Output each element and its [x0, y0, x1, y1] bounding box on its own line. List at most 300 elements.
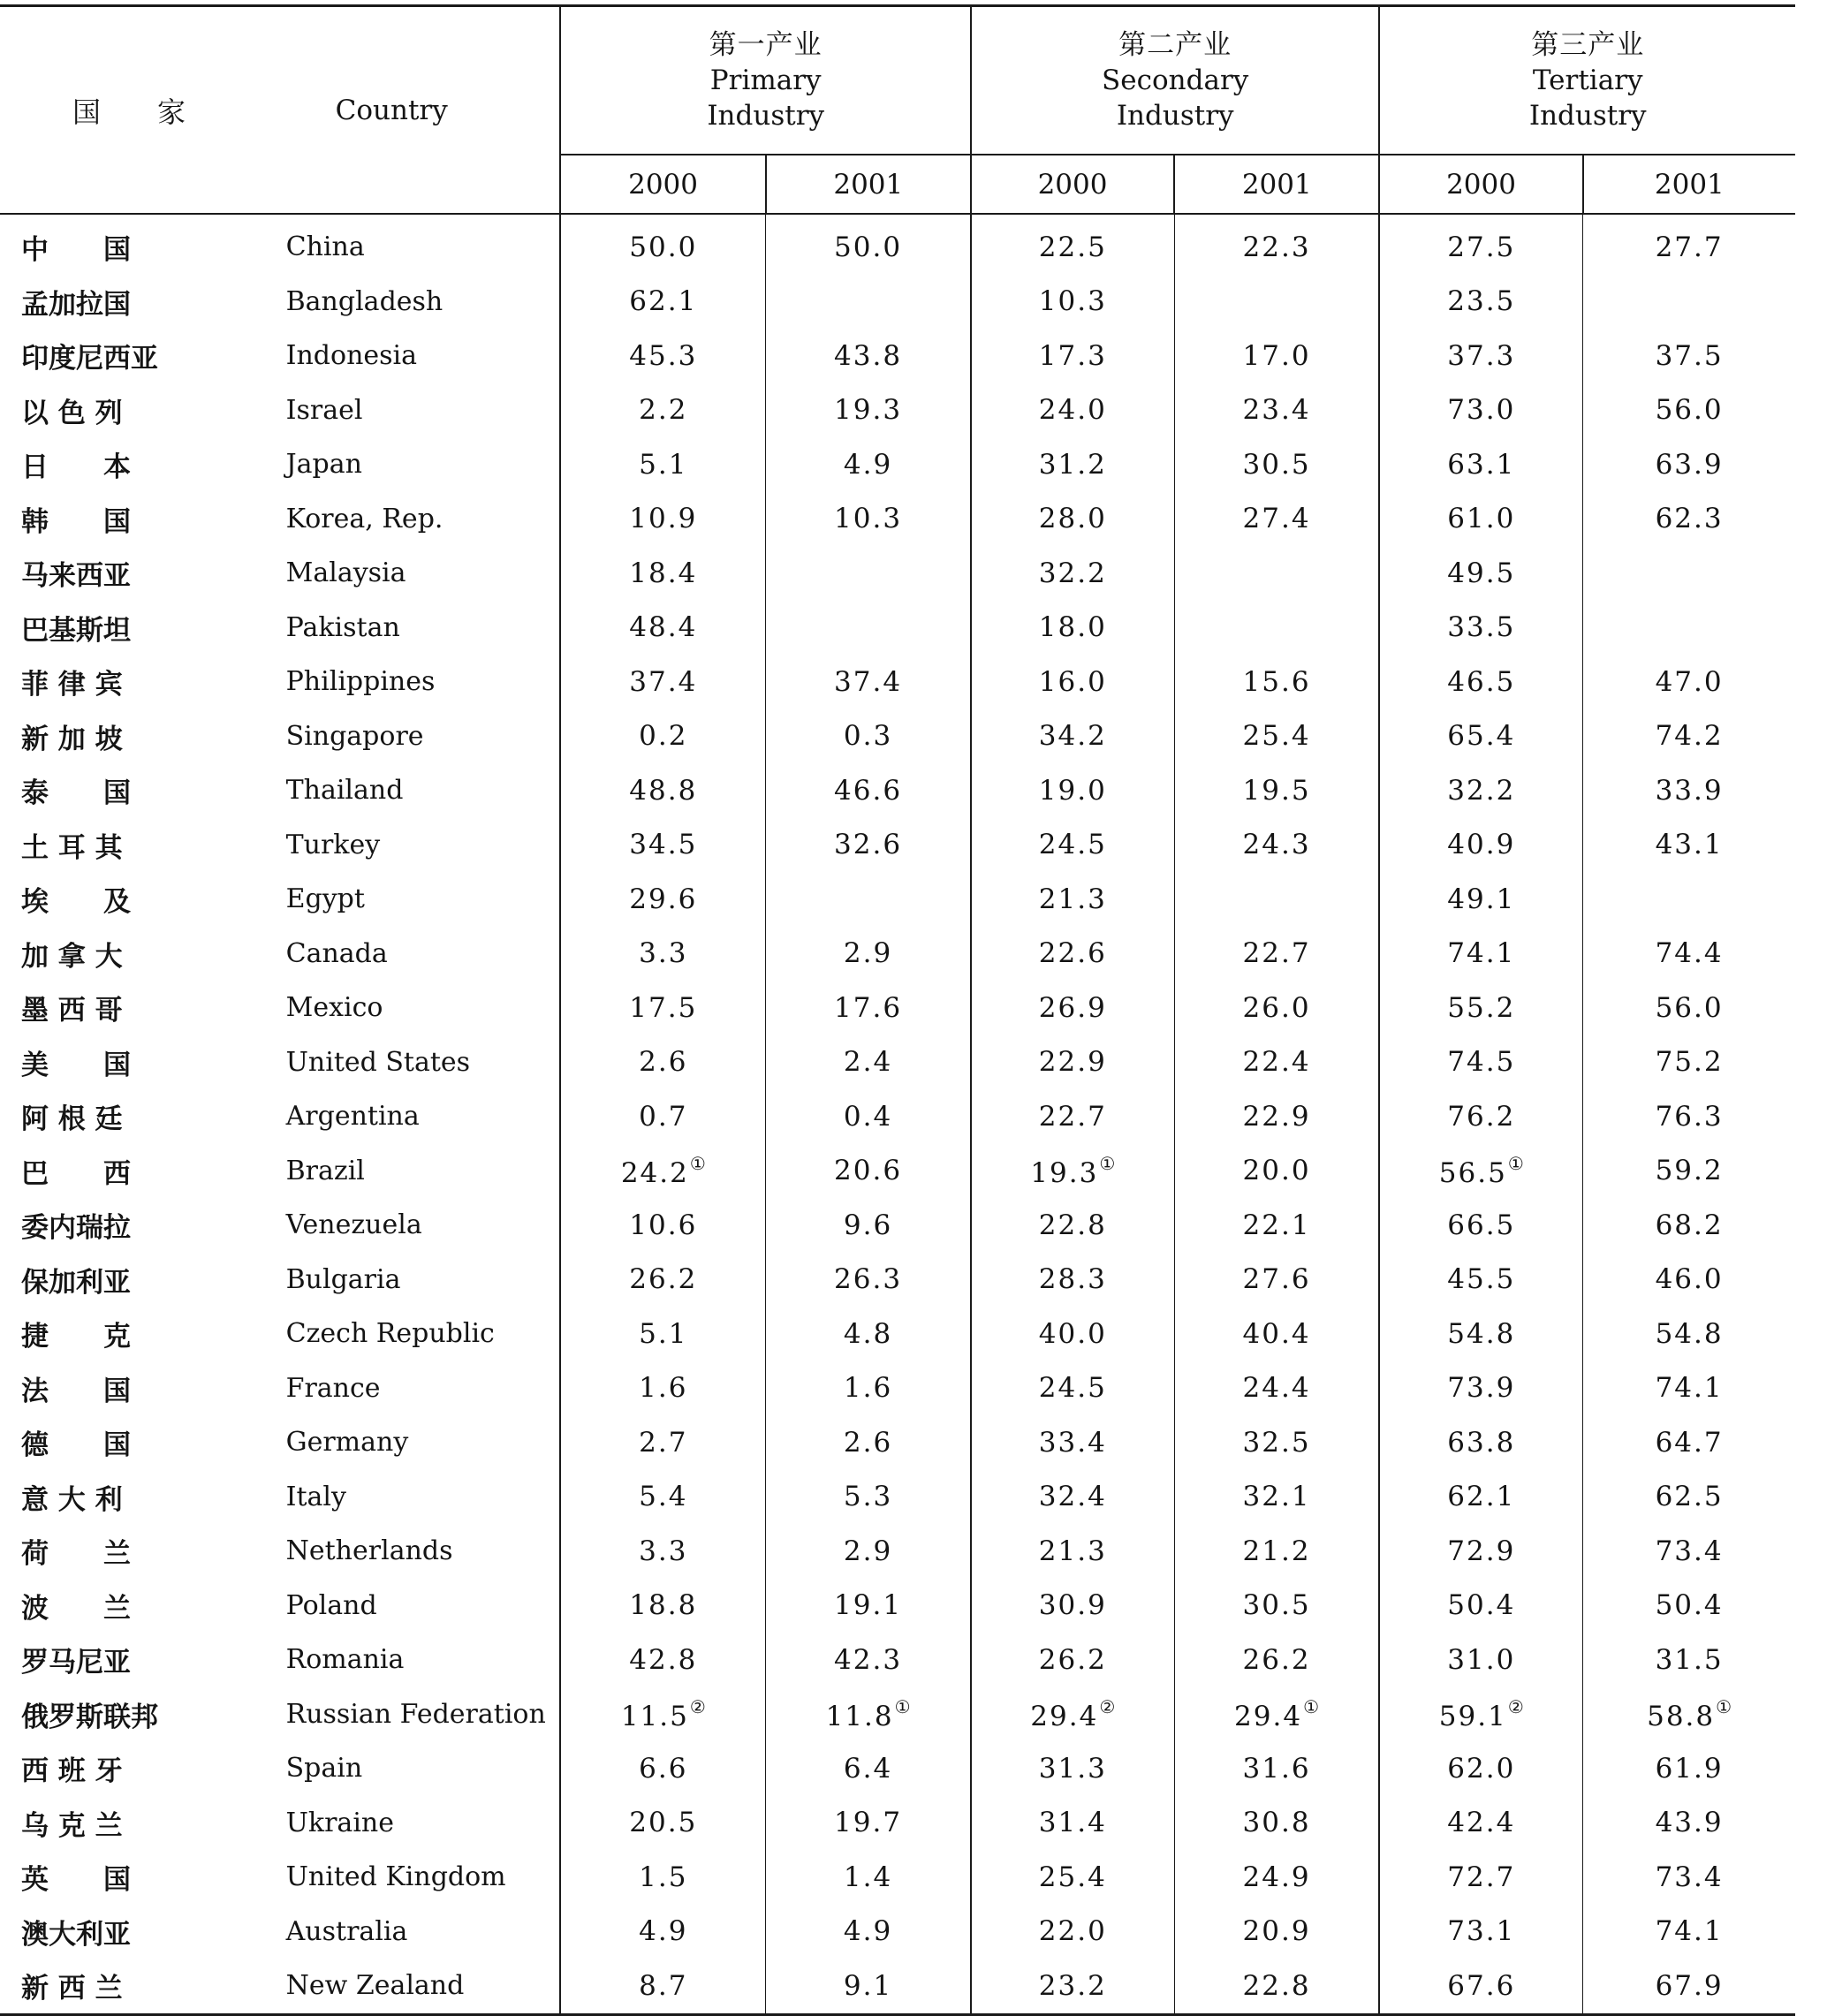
group-en-label: Industry — [1528, 100, 1647, 132]
value-cell — [1174, 1524, 1379, 1579]
value-cell — [971, 329, 1174, 383]
country-name-cn: 意 大 利 — [21, 1483, 123, 1516]
value-text: 31.2 — [1038, 448, 1107, 481]
value-cell — [560, 437, 765, 492]
footnote-marker: ② — [1507, 1695, 1524, 1717]
value-text: 72.7 — [1447, 1861, 1516, 1893]
table-row — [0, 1579, 1795, 1633]
value-text: 26.0 — [1242, 991, 1311, 1024]
value-text: 59.2 — [1655, 1155, 1724, 1187]
value-text: 74.1 — [1447, 937, 1516, 970]
value-text: 32.4 — [1038, 1481, 1107, 1513]
value-cell — [1583, 492, 1795, 547]
country-name-cn: 荷 兰 — [21, 1538, 131, 1571]
industry-structure-table — [0, 4, 1795, 2016]
table-row — [0, 1144, 1795, 1199]
value-cell — [1583, 1415, 1795, 1470]
table-row — [0, 1524, 1795, 1579]
value-text: 24.2 — [620, 1156, 689, 1189]
value-text: 31.0 — [1447, 1643, 1516, 1676]
value-text: 49.5 — [1447, 557, 1516, 589]
value-cell — [560, 1470, 765, 1525]
value-cell — [560, 818, 765, 873]
value-text: 62.1 — [1447, 1481, 1516, 1513]
value-text: 0.4 — [843, 1100, 893, 1133]
value-text: 0.7 — [639, 1100, 688, 1133]
value-cell — [766, 763, 971, 818]
value-cell — [766, 1959, 971, 2014]
value-text: 27.4 — [1242, 503, 1311, 535]
value-text: 55.2 — [1447, 991, 1516, 1024]
country-name-cn: 俄罗斯联邦 — [21, 1701, 158, 1733]
value-cell — [766, 1796, 971, 1851]
value-text: 29.4 — [1030, 1700, 1099, 1732]
value-text: 2.4 — [843, 1046, 893, 1079]
table-row — [0, 1850, 1795, 1905]
group-zh-label: 第二产业 — [1118, 29, 1232, 61]
table-row — [0, 872, 1795, 927]
value-cell — [971, 546, 1174, 601]
value-text: 17.3 — [1038, 339, 1107, 372]
value-cell — [560, 1796, 765, 1851]
value-text: 10.6 — [629, 1209, 698, 1241]
value-cell — [560, 1307, 765, 1361]
value-cell — [1174, 1198, 1379, 1253]
table-row — [0, 1035, 1795, 1090]
primary-industry-header — [560, 6, 971, 155]
value-cell — [1174, 437, 1379, 492]
value-text: 1.5 — [639, 1861, 688, 1893]
country-name-cn: 墨 西 哥 — [21, 995, 123, 1027]
value-text: 74.5 — [1447, 1046, 1516, 1079]
value-text: 22.0 — [1038, 1915, 1107, 1948]
value-text: 30.8 — [1242, 1807, 1311, 1839]
value-text: 25.4 — [1038, 1861, 1107, 1893]
value-cell — [1583, 1144, 1795, 1199]
country-name-en: Ukraine — [285, 1807, 394, 1838]
value-cell — [766, 492, 971, 547]
footnote-marker: ① — [1303, 1695, 1320, 1717]
country-name-cn: 巴 西 — [21, 1157, 131, 1190]
value-cell — [1174, 214, 1379, 275]
value-text: 62.3 — [1655, 503, 1724, 535]
country-name-cn: 澳大利亚 — [21, 1918, 131, 1951]
value-text: 72.9 — [1447, 1535, 1516, 1567]
value-cell — [971, 927, 1174, 981]
value-text: 10.3 — [1038, 285, 1107, 318]
value-cell — [560, 1850, 765, 1905]
value-text: 23.5 — [1447, 285, 1516, 318]
value-text: 75.2 — [1655, 1046, 1724, 1079]
value-cell — [971, 655, 1174, 709]
value-text: 62.5 — [1655, 1481, 1724, 1513]
country-name-cn: 美 国 — [21, 1049, 131, 1081]
value-text: 22.6 — [1038, 937, 1107, 970]
value-text: 32.6 — [834, 829, 903, 861]
value-cell — [560, 1361, 765, 1416]
value-text: 67.6 — [1447, 1969, 1516, 2002]
value-text: 40.4 — [1242, 1317, 1311, 1350]
country-name-cn: 新 加 坡 — [21, 723, 123, 755]
value-cell — [1174, 1633, 1379, 1687]
value-cell — [971, 1850, 1174, 1905]
value-cell — [971, 1524, 1174, 1579]
value-cell — [971, 1253, 1174, 1307]
value-cell — [560, 1687, 765, 1742]
value-text: 68.2 — [1655, 1209, 1724, 1241]
value-text: 22.8 — [1038, 1209, 1107, 1241]
value-cell — [1379, 927, 1582, 981]
value-cell — [1174, 1144, 1379, 1199]
country-name-en: Poland — [285, 1589, 377, 1621]
value-cell — [1583, 1035, 1795, 1090]
value-text: 24.3 — [1242, 829, 1311, 861]
value-cell — [1379, 1905, 1582, 1959]
value-cell — [1174, 872, 1379, 927]
value-text: 2.7 — [639, 1426, 688, 1459]
value-text: 37.4 — [834, 665, 903, 698]
value-text: 26.2 — [629, 1263, 698, 1296]
value-cell — [560, 1253, 765, 1307]
country-name-en: Romania — [285, 1644, 405, 1676]
value-text: 46.0 — [1655, 1263, 1724, 1296]
value-text: 22.8 — [1242, 1969, 1311, 2002]
value-text: 10.9 — [629, 503, 698, 535]
value-cell — [560, 981, 765, 1035]
value-text: 48.4 — [629, 611, 698, 644]
table-row — [0, 1741, 1795, 1796]
value-cell — [1583, 1905, 1795, 1959]
value-cell — [1174, 1905, 1379, 1959]
value-text: 37.4 — [629, 665, 698, 698]
value-text: 17.6 — [834, 991, 903, 1024]
value-cell — [1379, 214, 1582, 275]
value-text: 19.1 — [834, 1589, 903, 1622]
value-cell — [766, 1905, 971, 1959]
value-cell — [971, 601, 1174, 656]
value-cell — [1583, 437, 1795, 492]
table-row — [0, 1089, 1795, 1144]
value-cell — [1583, 1741, 1795, 1796]
country-name-cn: 英 国 — [21, 1864, 131, 1897]
value-cell — [766, 601, 971, 656]
value-text: 32.5 — [1242, 1426, 1311, 1459]
value-cell — [766, 1415, 971, 1470]
country-name-cn: 法 国 — [21, 1375, 131, 1407]
value-cell — [560, 1579, 765, 1633]
value-text: 2.6 — [843, 1426, 893, 1459]
value-cell — [1583, 1796, 1795, 1851]
value-cell — [971, 1741, 1174, 1796]
value-text: 46.5 — [1447, 665, 1516, 698]
country-name-en: Egypt — [285, 883, 365, 915]
value-text: 65.4 — [1447, 720, 1516, 753]
value-cell — [971, 763, 1174, 818]
value-cell — [560, 1198, 765, 1253]
value-cell — [1583, 329, 1795, 383]
value-text: 30.5 — [1242, 1589, 1311, 1622]
value-cell — [1174, 1850, 1379, 1905]
value-cell — [1174, 1959, 1379, 2014]
value-cell — [560, 1741, 765, 1796]
value-cell — [560, 214, 765, 275]
country-name-en: Singapore — [285, 720, 424, 752]
value-text: 66.5 — [1447, 1209, 1516, 1241]
value-text: 23.2 — [1038, 1969, 1107, 2002]
country-name-cn: 土 耳 其 — [21, 831, 123, 864]
value-text: 61.9 — [1655, 1752, 1724, 1785]
value-text: 6.4 — [843, 1752, 893, 1785]
value-cell — [971, 1687, 1174, 1742]
value-cell — [560, 275, 765, 330]
value-text: 73.9 — [1447, 1372, 1516, 1405]
value-text: 29.4 — [1234, 1700, 1303, 1732]
value-text: 11.5 — [620, 1700, 689, 1732]
value-cell — [560, 329, 765, 383]
value-cell — [1379, 1796, 1582, 1851]
country-name-en: Italy — [285, 1481, 346, 1512]
value-text: 63.8 — [1447, 1426, 1516, 1459]
value-cell — [560, 709, 765, 764]
value-cell — [1583, 709, 1795, 764]
country-name-cn: 罗马尼亚 — [21, 1647, 131, 1679]
country-name-cn: 波 兰 — [21, 1592, 131, 1625]
value-cell — [971, 214, 1174, 275]
value-cell — [1379, 601, 1582, 656]
value-text: 16.0 — [1038, 665, 1107, 698]
value-text: 42.3 — [834, 1643, 903, 1676]
value-cell — [1379, 872, 1582, 927]
value-cell — [766, 1687, 971, 1742]
value-cell — [971, 709, 1174, 764]
value-cell — [1583, 872, 1795, 927]
value-cell — [1379, 275, 1582, 330]
year-header: 2000 — [971, 155, 1174, 214]
value-cell — [1379, 763, 1582, 818]
country-name-en: Canada — [285, 937, 388, 969]
value-text: 56.5 — [1438, 1156, 1507, 1189]
value-text: 30.5 — [1242, 448, 1311, 481]
value-cell — [1174, 1361, 1379, 1416]
value-cell — [1583, 1253, 1795, 1307]
country-name-cn: 埃 及 — [21, 886, 131, 919]
value-text: 4.8 — [843, 1317, 893, 1350]
value-text: 27.7 — [1655, 231, 1724, 263]
value-text: 74.1 — [1655, 1915, 1724, 1948]
value-cell — [1583, 818, 1795, 873]
value-text: 50.4 — [1447, 1589, 1516, 1622]
value-cell — [1583, 546, 1795, 601]
value-cell — [1174, 655, 1379, 709]
value-cell — [560, 927, 765, 981]
value-text: 26.2 — [1242, 1643, 1311, 1676]
country-name-en: Russian Federation — [285, 1698, 546, 1730]
table-row — [0, 1361, 1795, 1416]
value-cell — [1379, 1089, 1582, 1144]
value-text: 64.7 — [1655, 1426, 1724, 1459]
table-row — [0, 1307, 1795, 1361]
value-text: 29.6 — [629, 883, 698, 915]
value-cell — [1583, 1633, 1795, 1687]
value-cell — [971, 275, 1174, 330]
value-text: 20.5 — [629, 1807, 698, 1839]
value-cell — [560, 383, 765, 438]
value-cell — [766, 1035, 971, 1090]
value-text: 32.2 — [1038, 557, 1107, 589]
value-text: 31.3 — [1038, 1752, 1107, 1785]
value-text: 2.9 — [843, 937, 893, 970]
value-text: 59.1 — [1438, 1700, 1507, 1732]
table-row — [0, 601, 1795, 656]
value-text: 0.2 — [639, 720, 688, 753]
table-row — [0, 275, 1795, 330]
value-cell — [1379, 655, 1582, 709]
value-text: 33.5 — [1447, 611, 1516, 644]
value-cell — [971, 1905, 1174, 1959]
value-cell — [1174, 709, 1379, 764]
value-text: 30.9 — [1038, 1589, 1107, 1622]
value-cell — [560, 763, 765, 818]
value-text: 4.9 — [843, 448, 893, 481]
value-cell — [971, 383, 1174, 438]
value-text: 33.9 — [1655, 774, 1724, 807]
value-text: 22.9 — [1242, 1100, 1311, 1133]
value-text: 26.9 — [1038, 991, 1107, 1024]
value-cell — [971, 1633, 1174, 1687]
country-name-en: Pakistan — [285, 611, 400, 643]
value-cell — [1379, 1687, 1582, 1742]
value-cell — [766, 1579, 971, 1633]
value-text: 73.1 — [1447, 1915, 1516, 1948]
value-text: 50.4 — [1655, 1589, 1724, 1622]
value-cell — [766, 214, 971, 275]
value-cell — [1379, 1253, 1582, 1307]
country-name-en: Germany — [285, 1427, 409, 1459]
value-text: 1.6 — [639, 1372, 688, 1405]
value-text: 43.9 — [1655, 1807, 1724, 1839]
value-cell — [1583, 1687, 1795, 1742]
value-text: 56.0 — [1655, 394, 1724, 427]
table-row — [0, 1905, 1795, 1959]
value-text: 19.3 — [1030, 1156, 1099, 1189]
value-text: 40.9 — [1447, 829, 1516, 861]
value-cell — [1583, 1307, 1795, 1361]
value-cell — [560, 1905, 765, 1959]
value-text: 25.4 — [1242, 720, 1311, 753]
value-text: 31.5 — [1655, 1643, 1724, 1676]
country-name-cn: 以 色 列 — [21, 397, 123, 429]
value-cell — [1174, 1687, 1379, 1742]
value-text: 1.6 — [843, 1372, 893, 1405]
value-text: 17.0 — [1242, 339, 1311, 372]
value-text: 10.3 — [834, 503, 903, 535]
value-text: 17.5 — [629, 991, 698, 1024]
value-cell — [1379, 818, 1582, 873]
country-name-en: Venezuela — [285, 1209, 422, 1241]
value-text: 42.8 — [629, 1643, 698, 1676]
value-cell — [1174, 927, 1379, 981]
value-text: 18.4 — [629, 557, 698, 589]
country-name-en: Mexico — [285, 992, 383, 1024]
value-text: 22.7 — [1038, 1100, 1107, 1133]
value-text: 50.0 — [629, 231, 698, 263]
country-name-en: New Zealand — [267, 1959, 561, 2014]
country-name-cn: 捷 克 — [21, 1321, 131, 1353]
value-text: 58.8 — [1647, 1700, 1716, 1732]
value-cell — [1379, 1524, 1582, 1579]
value-cell — [560, 872, 765, 927]
value-text: 24.4 — [1242, 1372, 1311, 1405]
country-name-en: Bangladesh — [285, 285, 443, 317]
value-text: 34.2 — [1038, 720, 1107, 753]
value-cell — [1583, 214, 1795, 275]
value-text: 18.0 — [1038, 611, 1107, 644]
value-cell — [971, 1307, 1174, 1361]
value-text: 37.5 — [1655, 339, 1724, 372]
value-text: 19.5 — [1242, 774, 1311, 807]
value-cell — [1583, 763, 1795, 818]
footnote-marker: ② — [1099, 1695, 1116, 1717]
footnote-marker: ① — [1716, 1695, 1732, 1717]
value-cell — [766, 275, 971, 330]
value-text: 2.6 — [639, 1046, 688, 1079]
value-text: 54.8 — [1447, 1317, 1516, 1350]
country-name-en: Netherlands — [285, 1535, 453, 1567]
value-text: 31.6 — [1242, 1752, 1311, 1785]
country-cn-header: 国 家 — [72, 95, 186, 129]
value-text: 5.1 — [639, 448, 688, 481]
value-text: 56.0 — [1655, 991, 1724, 1024]
table-row — [0, 763, 1795, 818]
value-cell — [1379, 1144, 1582, 1199]
country-name-cn: 德 国 — [21, 1429, 131, 1462]
value-text: 33.4 — [1038, 1426, 1107, 1459]
country-name-en: Japan — [285, 449, 362, 481]
value-text: 4.9 — [639, 1915, 688, 1948]
value-text: 6.6 — [639, 1752, 688, 1785]
table-row — [0, 1253, 1795, 1307]
value-cell — [1174, 1307, 1379, 1361]
value-cell — [1174, 981, 1379, 1035]
value-text: 23.4 — [1242, 394, 1311, 427]
value-text: 74.2 — [1655, 720, 1724, 753]
value-cell — [560, 546, 765, 601]
value-cell — [1379, 709, 1582, 764]
value-cell — [766, 709, 971, 764]
value-text: 31.4 — [1038, 1807, 1107, 1839]
value-cell — [766, 1089, 971, 1144]
value-cell — [766, 1253, 971, 1307]
value-text: 0.3 — [843, 720, 893, 753]
value-cell — [1174, 492, 1379, 547]
value-text: 9.6 — [843, 1209, 893, 1241]
tertiary-industry-header — [1379, 6, 1795, 155]
country-name-cn: 中 国 — [21, 234, 131, 267]
country-name-cn: 韩 国 — [21, 505, 131, 538]
value-text: 27.6 — [1242, 1263, 1311, 1296]
value-cell — [1379, 383, 1582, 438]
value-cell — [1174, 1796, 1379, 1851]
value-cell — [1583, 927, 1795, 981]
value-cell — [766, 546, 971, 601]
value-cell — [1174, 818, 1379, 873]
value-text: 18.8 — [629, 1589, 698, 1622]
table-row — [0, 1415, 1795, 1470]
country-name-en: Thailand — [285, 775, 404, 807]
value-text: 24.5 — [1038, 1372, 1107, 1405]
country-name-cn: 印度尼西亚 — [21, 343, 158, 375]
value-cell — [1583, 275, 1795, 330]
